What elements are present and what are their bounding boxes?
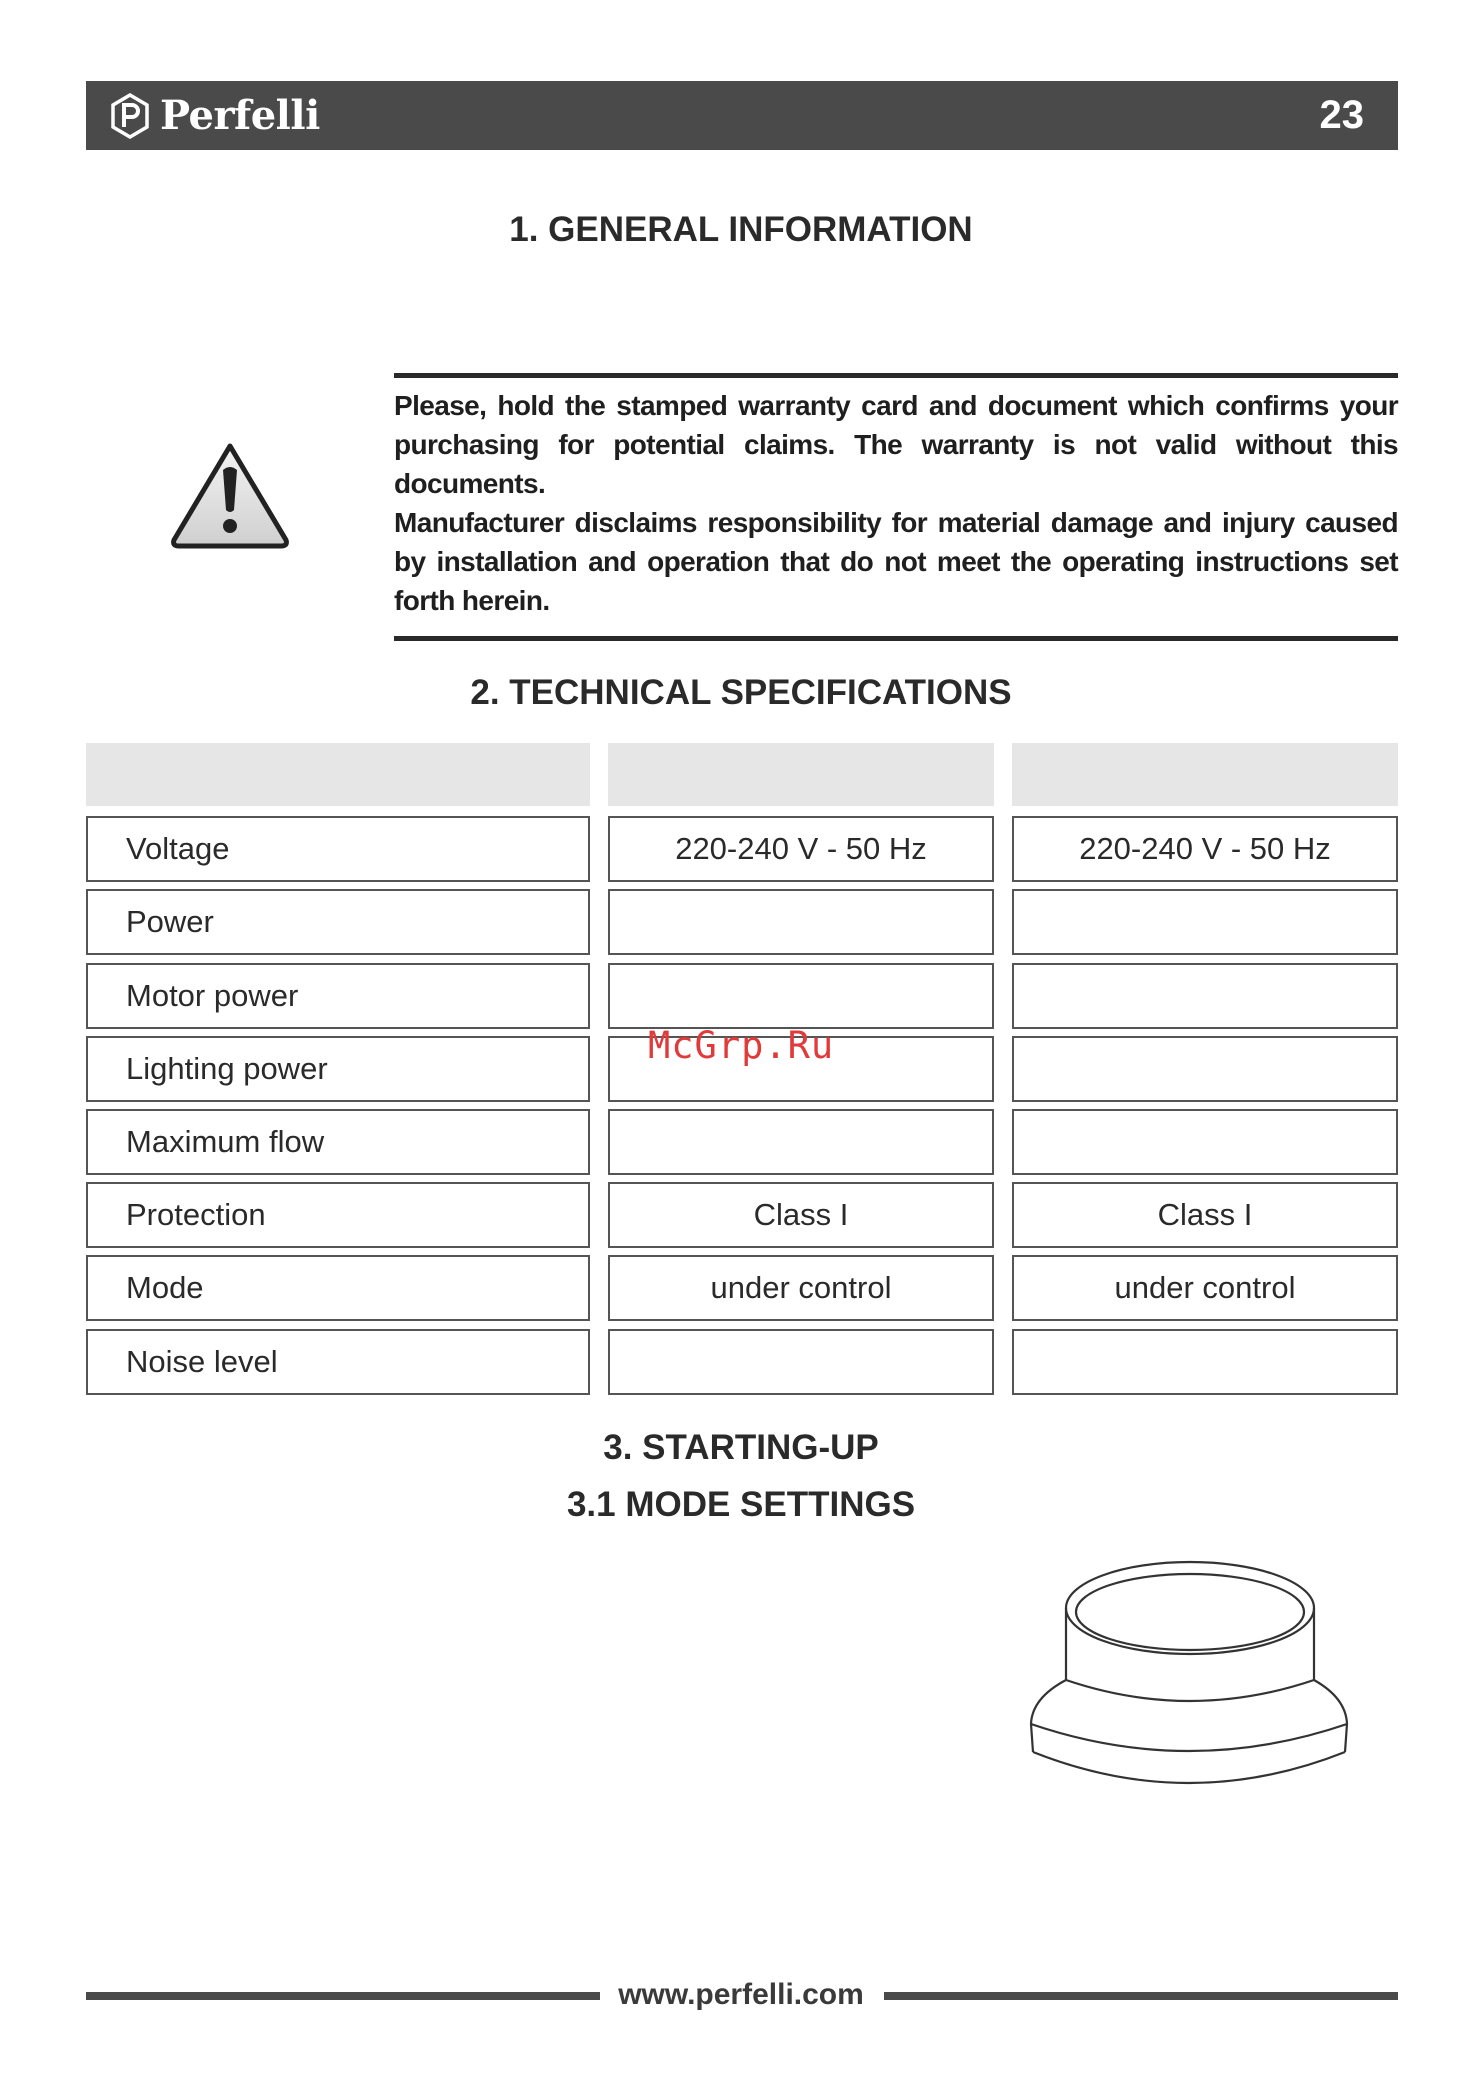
duct-adapter-illustration	[1026, 1556, 1352, 1812]
table-cell-voltage-model1: 220-240 V - 50 Hz	[608, 816, 994, 882]
brand-logo	[110, 92, 320, 139]
watermark: McGrp.Ru	[648, 1024, 835, 1067]
table-cell-mode-model1: under control	[608, 1255, 994, 1321]
table-cell-motor-power-model1	[608, 963, 994, 1029]
table-cell-protection-model1: Class I	[608, 1182, 994, 1248]
table-header-cell	[608, 743, 994, 806]
perfelli-logo-icon	[110, 93, 150, 139]
page-number: 23	[1319, 93, 1364, 137]
notice-paragraph-warranty: Please, hold the stamped warranty card and document which confirms your purchasing for potential claims. The warranty is not valid without this documents.	[394, 390, 1398, 499]
section-subtitle-mode-settings: 3.1 MODE SETTINGS	[566, 1485, 916, 1524]
brand-name: Perfelli	[160, 92, 320, 139]
notice-paragraph-disclaimer: Manufacturer disclaims responsibility for material damage and injury caused by installation and operation that do not meet the operating instructions set forth herein.	[394, 507, 1398, 616]
table-row-label-mode: Mode	[86, 1255, 590, 1321]
table-cell-maximum-flow-model1	[608, 1109, 994, 1175]
table-cell-power-model2	[1012, 889, 1398, 955]
page-header	[86, 81, 1398, 150]
table-row-label-maximum-flow: Maximum flow	[86, 1109, 590, 1175]
table-header-cell	[1012, 743, 1398, 806]
table-row-label-power: Power	[86, 889, 590, 955]
table-cell-motor-power-model2	[1012, 963, 1398, 1029]
table-header-cell	[86, 743, 590, 806]
section-title-general-information: 1. GENERAL INFORMATION	[509, 210, 973, 249]
table-cell-lighting-power-model2	[1012, 1036, 1398, 1102]
table-row-label-voltage: Voltage	[86, 816, 590, 882]
section-title-starting-up: 3. STARTING-UP	[603, 1428, 879, 1467]
table-cell-maximum-flow-model2	[1012, 1109, 1398, 1175]
table-cell-mode-model2: under control	[1012, 1255, 1398, 1321]
table-cell-noise-level-model1	[608, 1329, 994, 1395]
warranty-notice	[394, 386, 1398, 620]
table-row-label-motor-power: Motor power	[86, 963, 590, 1029]
footer-website-link[interactable]: www.perfelli.com	[618, 1978, 864, 2011]
table-cell-noise-level-model2	[1012, 1329, 1398, 1395]
table-row-label-noise-level: Noise level	[86, 1329, 590, 1395]
table-cell-power-model1	[608, 889, 994, 955]
section-title-technical-specifications: 2. TECHNICAL SPECIFICATIONS	[470, 673, 1012, 712]
table-cell-protection-model2: Class I	[1012, 1182, 1398, 1248]
notice-top-rule	[394, 373, 1398, 378]
table-cell-voltage-model2: 220-240 V - 50 Hz	[1012, 816, 1398, 882]
notice-bottom-rule	[394, 636, 1398, 641]
table-row-label-protection: Protection	[86, 1182, 590, 1248]
table-row-label-lighting-power: Lighting power	[86, 1036, 590, 1102]
warning-icon	[168, 440, 292, 552]
